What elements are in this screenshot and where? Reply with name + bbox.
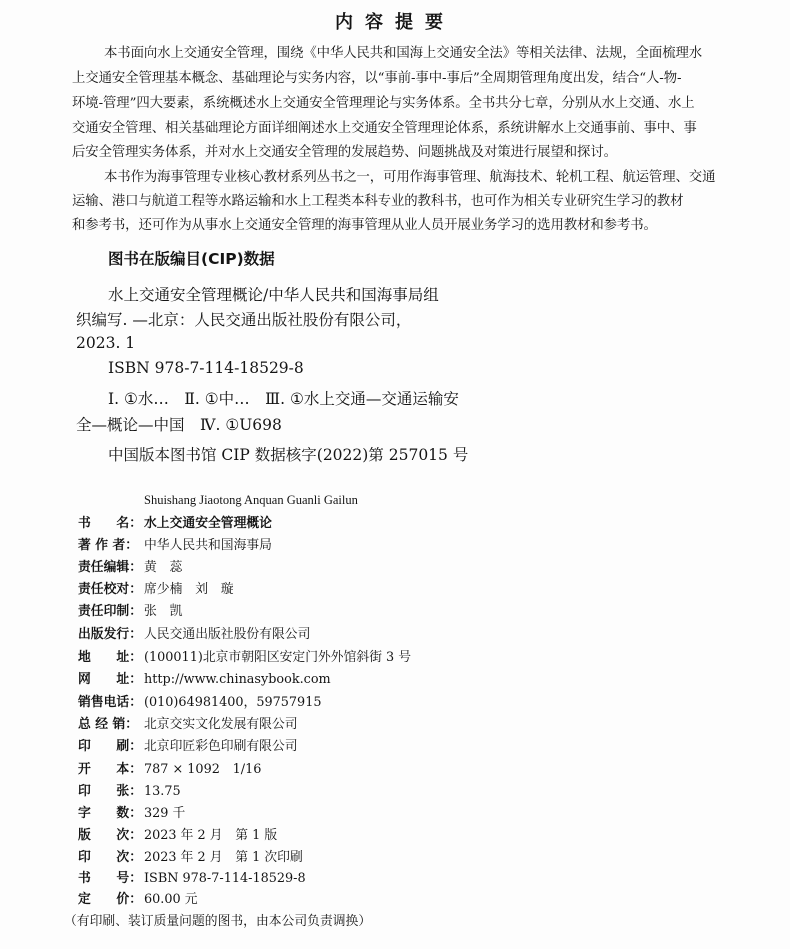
row-label: 印 刷：	[78, 739, 142, 754]
colophon-row	[78, 602, 182, 622]
cip-line: 2023. 1	[76, 334, 136, 352]
colophon-row	[78, 737, 298, 757]
row-value: 2023 年 2 月 第 1 版	[144, 828, 278, 843]
row-label: 开 本：	[78, 762, 142, 777]
colophon-row	[78, 804, 185, 824]
footnote: （有印刷、装订质量问题的图书，由本公司负责调换）	[64, 914, 372, 929]
colophon-row	[78, 890, 198, 910]
row-value: 787 × 1092 1/16	[144, 762, 262, 777]
pinyin-title: Shuishang Jiaotong Anquan Guanli Gailun	[144, 493, 358, 507]
cip-line: 水上交通安全管理概论/中华人民共和国海事局组	[108, 286, 439, 304]
row-value: http://www.chinasybook.com	[144, 672, 331, 687]
row-label: 书 名：	[78, 516, 142, 531]
colophon-row	[78, 869, 306, 889]
row-value: 水上交通安全管理概论	[144, 516, 272, 531]
colophon-row	[78, 536, 272, 556]
cip-line: 全—概论—中国 Ⅳ. ①U698	[76, 416, 282, 434]
colophon-row	[78, 760, 261, 780]
cip-line: 织编写. —北京：人民交通出版社股份有限公司，	[76, 311, 412, 329]
row-label: 版 次：	[78, 828, 142, 843]
row-value: 张 凯	[144, 604, 183, 619]
cip-line: Ⅰ. ①水… Ⅱ. ①中… Ⅲ. ①水上交通—交通运输安	[108, 390, 459, 408]
row-label: 销售电话：	[78, 695, 142, 710]
row-value: 人民交通出版社股份有限公司	[144, 627, 311, 642]
cip-isbn: ISBN 978-7-114-18529-8	[108, 359, 304, 377]
colophon-row	[78, 514, 272, 534]
summary-line: 本书面向水上交通安全管理，围绕《中华人民共和国海上交通安全法》等相关法律、法规，全面梳理水	[104, 46, 703, 61]
summary-line: 后安全管理实务体系，并对水上交通安全管理的发展趋势、问题挑战及对策进行展望和探讨。	[72, 145, 617, 160]
row-label: 定 价：	[78, 892, 142, 907]
colophon-row	[78, 826, 277, 846]
cip-heading: 图书在版编目(CIP)数据	[108, 250, 275, 268]
row-value: (100011)北京市朝阳区安定门外外馆斜街 3 号	[144, 650, 412, 665]
summary-line: 本书作为海事管理专业核心教材系列丛书之一，可用作海事管理、航海技术、轮机工程、航运管理、交通	[104, 170, 716, 185]
colophon-row	[78, 648, 411, 668]
row-value: 北京印匠彩色印刷有限公司	[144, 739, 298, 754]
row-value: 329 千	[144, 806, 186, 821]
colophon-row	[78, 782, 181, 802]
row-label: 印 次：	[78, 850, 142, 865]
summary-title: 内容提要	[335, 12, 455, 33]
cip-record-number: 中国版本图书馆 CIP 数据核字(2022)第 257015 号	[108, 446, 469, 464]
row-label: 著 作 者：	[78, 538, 139, 553]
summary-line: 上交通安全管理基本概念、基础理论与实务内容，以“事前-事中-事后”全周期管理角度出发，结合“人-物-	[72, 71, 682, 86]
colophon-row	[78, 670, 331, 690]
row-label: 字 数：	[78, 806, 142, 821]
row-label: 地 址：	[78, 650, 142, 665]
summary-line: 交通安全管理、相关基础理论方面详细阐述水上交通安全管理理论体系，系统讲解水上交通事前、事中、事	[72, 121, 697, 136]
colophon-row	[78, 715, 298, 735]
row-label: 责任校对：	[78, 582, 142, 597]
colophon-row	[78, 848, 303, 868]
row-label: 出版发行：	[78, 627, 142, 642]
row-value: 2023 年 2 月 第 1 次印刷	[144, 850, 303, 865]
row-value: 北京交实文化发展有限公司	[144, 717, 298, 732]
row-value: 黄 蕊	[144, 560, 183, 575]
row-value: 60.00 元	[144, 892, 198, 907]
summary-line: 环境-管理”四大要素，系统概述水上交通安全管理理论与实务体系。全书共分七章，分别从水上交通、水上	[72, 96, 695, 111]
row-label: 书 号：	[78, 871, 142, 886]
row-label: 印 张：	[78, 784, 142, 799]
row-label: 责任印制：	[78, 604, 142, 619]
row-label: 网 址：	[78, 672, 142, 687]
summary-line: 和参考书，还可作为从事水上交通安全管理的海事管理从业人员开展业务学习的选用教材和参考书。	[72, 218, 657, 233]
colophon-row	[78, 580, 234, 600]
colophon-row	[78, 558, 182, 578]
row-value: (010)64981400，59757915	[144, 695, 322, 710]
row-label: 责任编辑：	[78, 560, 142, 575]
row-value: ISBN 978-7-114-18529-8	[144, 871, 306, 886]
row-value: 13.75	[144, 784, 181, 799]
row-value: 中华人民共和国海事局	[144, 538, 272, 553]
colophon-row	[78, 625, 310, 645]
summary-line: 运输、港口与航道工程等水路运输和水上工程类本科专业的教科书，也可作为相关专业研究生学习的教材	[72, 194, 684, 209]
colophon-row	[78, 693, 321, 713]
row-label: 总 经 销：	[78, 717, 139, 732]
row-value: 席少楠 刘 璇	[144, 582, 234, 597]
